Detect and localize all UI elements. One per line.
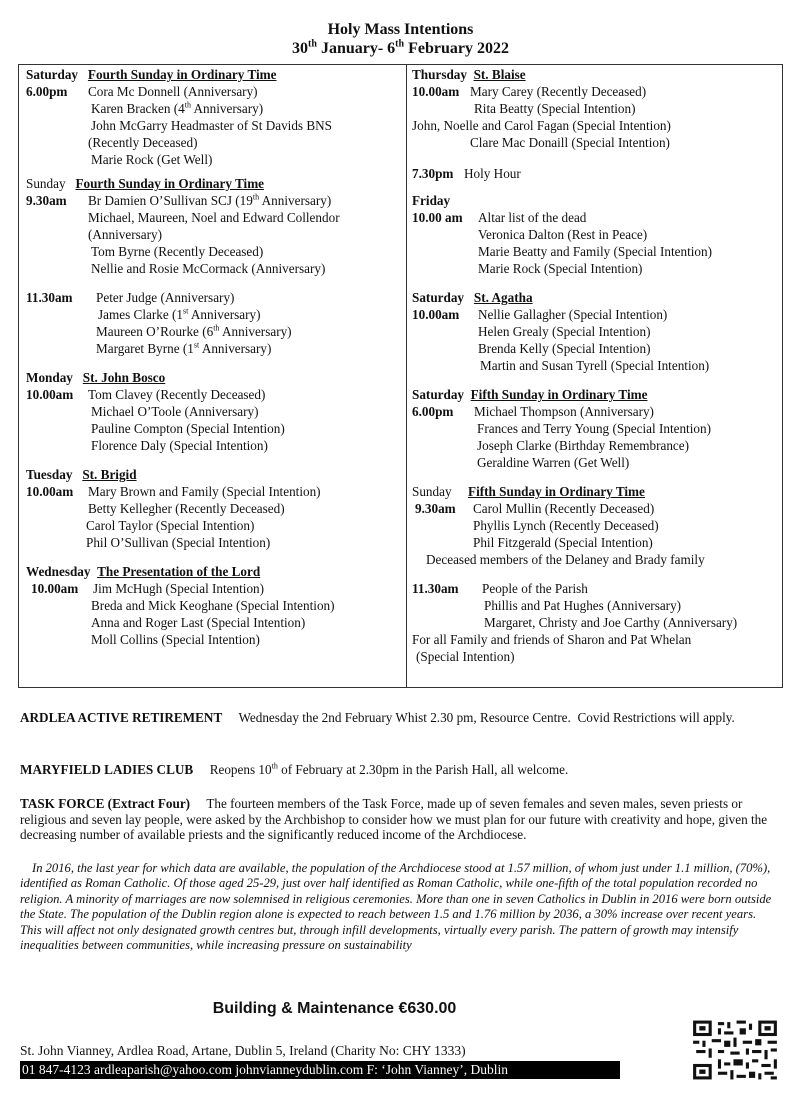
sunday-1130-block [26, 289, 402, 357]
intention: Michael Thompson (Anniversary) [474, 404, 654, 419]
notice-heading: ARDLEA ACTIVE RETIREMENT [20, 710, 223, 725]
day-label: Tuesday [26, 467, 73, 482]
qr-code-icon[interactable] [690, 1019, 780, 1081]
intention: Mary Carey (Recently Deceased) [470, 84, 647, 99]
feast-label: St. Brigid [82, 467, 137, 482]
mass-time: 10.00am [26, 387, 74, 402]
day-label: Saturday [412, 290, 465, 305]
feast-label: St. Agatha [473, 290, 533, 305]
ordinal-suffix: th [252, 192, 260, 202]
feast-label: St. Blaise [473, 67, 526, 82]
intention: Carol Taylor (Special Intention) [86, 518, 255, 533]
saturday-vigil-block [412, 386, 780, 471]
date-range: 30th January- 6th February 2022 [292, 38, 509, 57]
intention: Tom Clavey (Recently Deceased) [88, 387, 266, 402]
intention-note: (Special Intention) [416, 649, 515, 664]
mass-time: 10.00 am [412, 210, 463, 225]
notice-text: The fourteen members of the Task Force, made up of seven females and seven males, seven priests or religious and seven lay people, were asked by the Archbishop to consider how we must plan for our future with creativity and hope, given the decreasing number of available priests and the significantly reduced income of the Archdiocese. [20, 796, 768, 842]
intention: Frances and Terry Young (Special Intention) [477, 421, 711, 436]
intention-tail: Anniversary) [199, 341, 272, 356]
thursday-block [412, 66, 780, 182]
intention: Betty Kellegher (Recently Deceased) [88, 501, 285, 516]
wednesday-block [26, 563, 402, 648]
intention: Marie Beatty and Family (Special Intention) [478, 244, 713, 259]
intention: Phillis and Pat Hughes (Anniversary) [484, 598, 682, 613]
feast-label: Fifth Sunday in Ordinary Time [470, 387, 648, 402]
intention: Helen Grealy (Special Intention) [478, 324, 651, 339]
mass-time: 10.00am [26, 484, 74, 499]
saturday-block [26, 66, 402, 168]
right-column [412, 66, 780, 665]
notice-heading: MARYFIELD LADIES CLUB [20, 762, 194, 777]
holy-hour-label: Holy Hour [464, 166, 521, 181]
intention: Karen Bracken (4 [91, 101, 185, 116]
intention: Rita Beatty (Special Intention) [474, 101, 636, 116]
notice-text: Reopens 10 [209, 762, 272, 777]
intention: People of the Parish [482, 581, 588, 596]
intention: Br Damien O’Sullivan SCJ (19 [88, 193, 253, 208]
intention: Anna and Roger Last (Special Intention) [91, 615, 306, 630]
notice-text: will apply. [679, 710, 735, 725]
intention: Martin and Susan Tyrell (Special Intention) [480, 358, 710, 373]
maryfield-notice [20, 762, 780, 778]
parish-address: St. John Vianney, Ardlea Road, Artane, Dublin 5, Ireland (Charity No: CHY 1333) [20, 1043, 466, 1058]
intention: Michael, Maureen, Noel and Edward Collendor [88, 210, 340, 225]
intention: John McGarry Headmaster of St Davids BNS [91, 118, 333, 133]
notice-text: Covid Restrictions [577, 710, 676, 725]
intention: Geraldine Warren (Get Well) [477, 455, 630, 470]
left-column [26, 66, 402, 648]
intention: Peter Judge (Anniversary) [96, 290, 235, 305]
monday-block [26, 369, 402, 454]
intention: Nellie Gallagher (Special Intention) [478, 307, 668, 322]
mass-time: 9.30am [26, 193, 67, 208]
ardlea-notice [20, 710, 780, 726]
intention: Marie Rock (Special Intention) [478, 261, 643, 276]
intention-tail: Anniversary) [188, 307, 261, 322]
tuesday-block [26, 466, 402, 551]
day-label: Monday [26, 370, 73, 385]
page-title: Holy Mass Intentions [327, 21, 474, 38]
intention: John, Noelle and Carol Fagan (Special Intention) [412, 118, 671, 133]
task-force-extract [20, 861, 780, 953]
intention: Pauline Compton (Special Intention) [91, 421, 285, 436]
intention: Michael O’Toole (Anniversary) [91, 404, 259, 419]
mass-time: 11.30am [26, 290, 73, 305]
day-label: Saturday [26, 67, 79, 82]
day-label: Sunday [412, 484, 452, 499]
intention-note: (Anniversary) [88, 227, 162, 242]
intention: Moll Collins (Special Intention) [91, 632, 260, 647]
intention: Brenda Kelly (Special Intention) [478, 341, 651, 356]
mass-time: 6.00pm [412, 404, 454, 419]
extract-text: In 2016, the last year for which data are available, the population of the Archdiocese stood at 1.57 million, of whom just under 1.1 million, (70%), identified as Roman Catholic. Of those aged 25-29, just over half identified as Roman Catholic, while one-fifth of the total population recorded no religion. A minority of marriages are now solemnised in religious ceremonies. More than one in seven Catholics in Dublin in 2016 were born outside the State. The population of the Dublin region alone is expected to reach between 1.5 and 1.76 million by 2036, a 30% increase over recent years. This will affect not only designated growth centres but, through infill developments, virtually every parish. The pattern of growth may intensify inequalities between communities, while increasing pressure on sustainability [20, 861, 772, 953]
notice-text: of February at 2.30pm in the Parish Hall, all welcome. [277, 762, 569, 777]
sunday-block [26, 175, 402, 277]
ordinal-suffix: th [271, 761, 278, 771]
day-label: Wednesday [26, 564, 91, 579]
mass-time: 10.00am [31, 581, 79, 596]
day-label: Friday [412, 193, 451, 208]
intention: Clare Mac Donaill (Special Intention) [470, 135, 670, 150]
feast-label: The Presentation of the Lord [97, 564, 261, 579]
ordinal-suffix: st [182, 306, 189, 316]
mass-time: 11.30am [412, 581, 459, 596]
intention: Cora Mc Donnell (Anniversary) [88, 84, 258, 99]
saturday-block [412, 289, 780, 374]
intention: Joseph Clarke (Birthday Remembrance) [477, 438, 690, 453]
intention-tail: Anniversary) [219, 324, 292, 339]
intention: Deceased members of the Delaney and Brady family [426, 552, 705, 567]
friday-block [412, 192, 780, 277]
day-label: Thursday [412, 67, 467, 82]
intention: Altar list of the dead [478, 210, 587, 225]
notice-text: Wednesday the 2nd February Whist 2.30 pm, Resource Centre. [238, 710, 571, 725]
day-label: Saturday [412, 387, 465, 402]
intention: For all Family and friends of Sharon and Pat Whelan [412, 632, 692, 647]
intention: Veronica Dalton (Rest in Peace) [478, 227, 648, 242]
intention: James Clarke (1 [98, 307, 183, 322]
intention-tail: Anniversary) [259, 193, 332, 208]
intention: Margaret, Christy and Joe Carthy (Anniversary) [484, 615, 738, 630]
ordinal-suffix: st [193, 340, 200, 350]
ordinal-suffix: th [213, 323, 220, 333]
mass-time: 10.00am [412, 307, 460, 322]
building-maintenance-total: Building & Maintenance €630.00 [212, 1000, 457, 1017]
ordinal-suffix: th [184, 100, 191, 110]
feast-label: Fourth Sunday in Ordinary Time [87, 67, 277, 82]
intention: Breda and Mick Keoghane (Special Intention) [91, 598, 335, 613]
day-label: Sunday [26, 176, 66, 191]
intention: Margaret Byrne (1 [96, 341, 194, 356]
notice-heading: TASK FORCE (Extract Four) [20, 796, 191, 811]
intention: Tom Byrne (Recently Deceased) [91, 244, 264, 259]
intention: Marie Rock (Get Well) [91, 152, 213, 167]
intention: Mary Brown and Family (Special Intention) [88, 484, 321, 499]
holy-hour-time: 7.30pm [412, 166, 454, 181]
column-divider [406, 64, 407, 688]
intention: Florence Daly (Special Intention) [91, 438, 268, 453]
feast-label: Fifth Sunday in Ordinary Time [468, 484, 645, 499]
intention: Nellie and Rosie McCormack (Anniversary) [91, 261, 326, 276]
intention: Carol Mullin (Recently Deceased) [473, 501, 655, 516]
mass-time: 9.30am [415, 501, 456, 516]
sunday-block [412, 483, 780, 568]
intention-tail: Anniversary) [190, 101, 264, 116]
intention-note: (Recently Deceased) [88, 135, 198, 150]
intention: Phyllis Lynch (Recently Deceased) [473, 518, 659, 533]
sunday-1130-block [412, 580, 780, 665]
mass-time: 10.00am [412, 84, 460, 99]
intention: Phil Fitzgerald (Special Intention) [473, 535, 653, 550]
intention: Phil O’Sullivan (Special Intention) [86, 535, 271, 550]
mass-time: 6.00pm [26, 84, 68, 99]
intention: Jim McHugh (Special Intention) [93, 581, 265, 596]
feast-label: Fourth Sunday in Ordinary Time [75, 176, 265, 191]
feast-label: St. John Bosco [82, 370, 166, 385]
task-force-notice [20, 796, 780, 843]
contact-bar: 01 847-4123 ardleaparish@yahoo.com johnvianneydublin.com F: ‘John Vianney’, Dublin [20, 1061, 620, 1079]
intention: Maureen O’Rourke (6 [96, 324, 214, 339]
